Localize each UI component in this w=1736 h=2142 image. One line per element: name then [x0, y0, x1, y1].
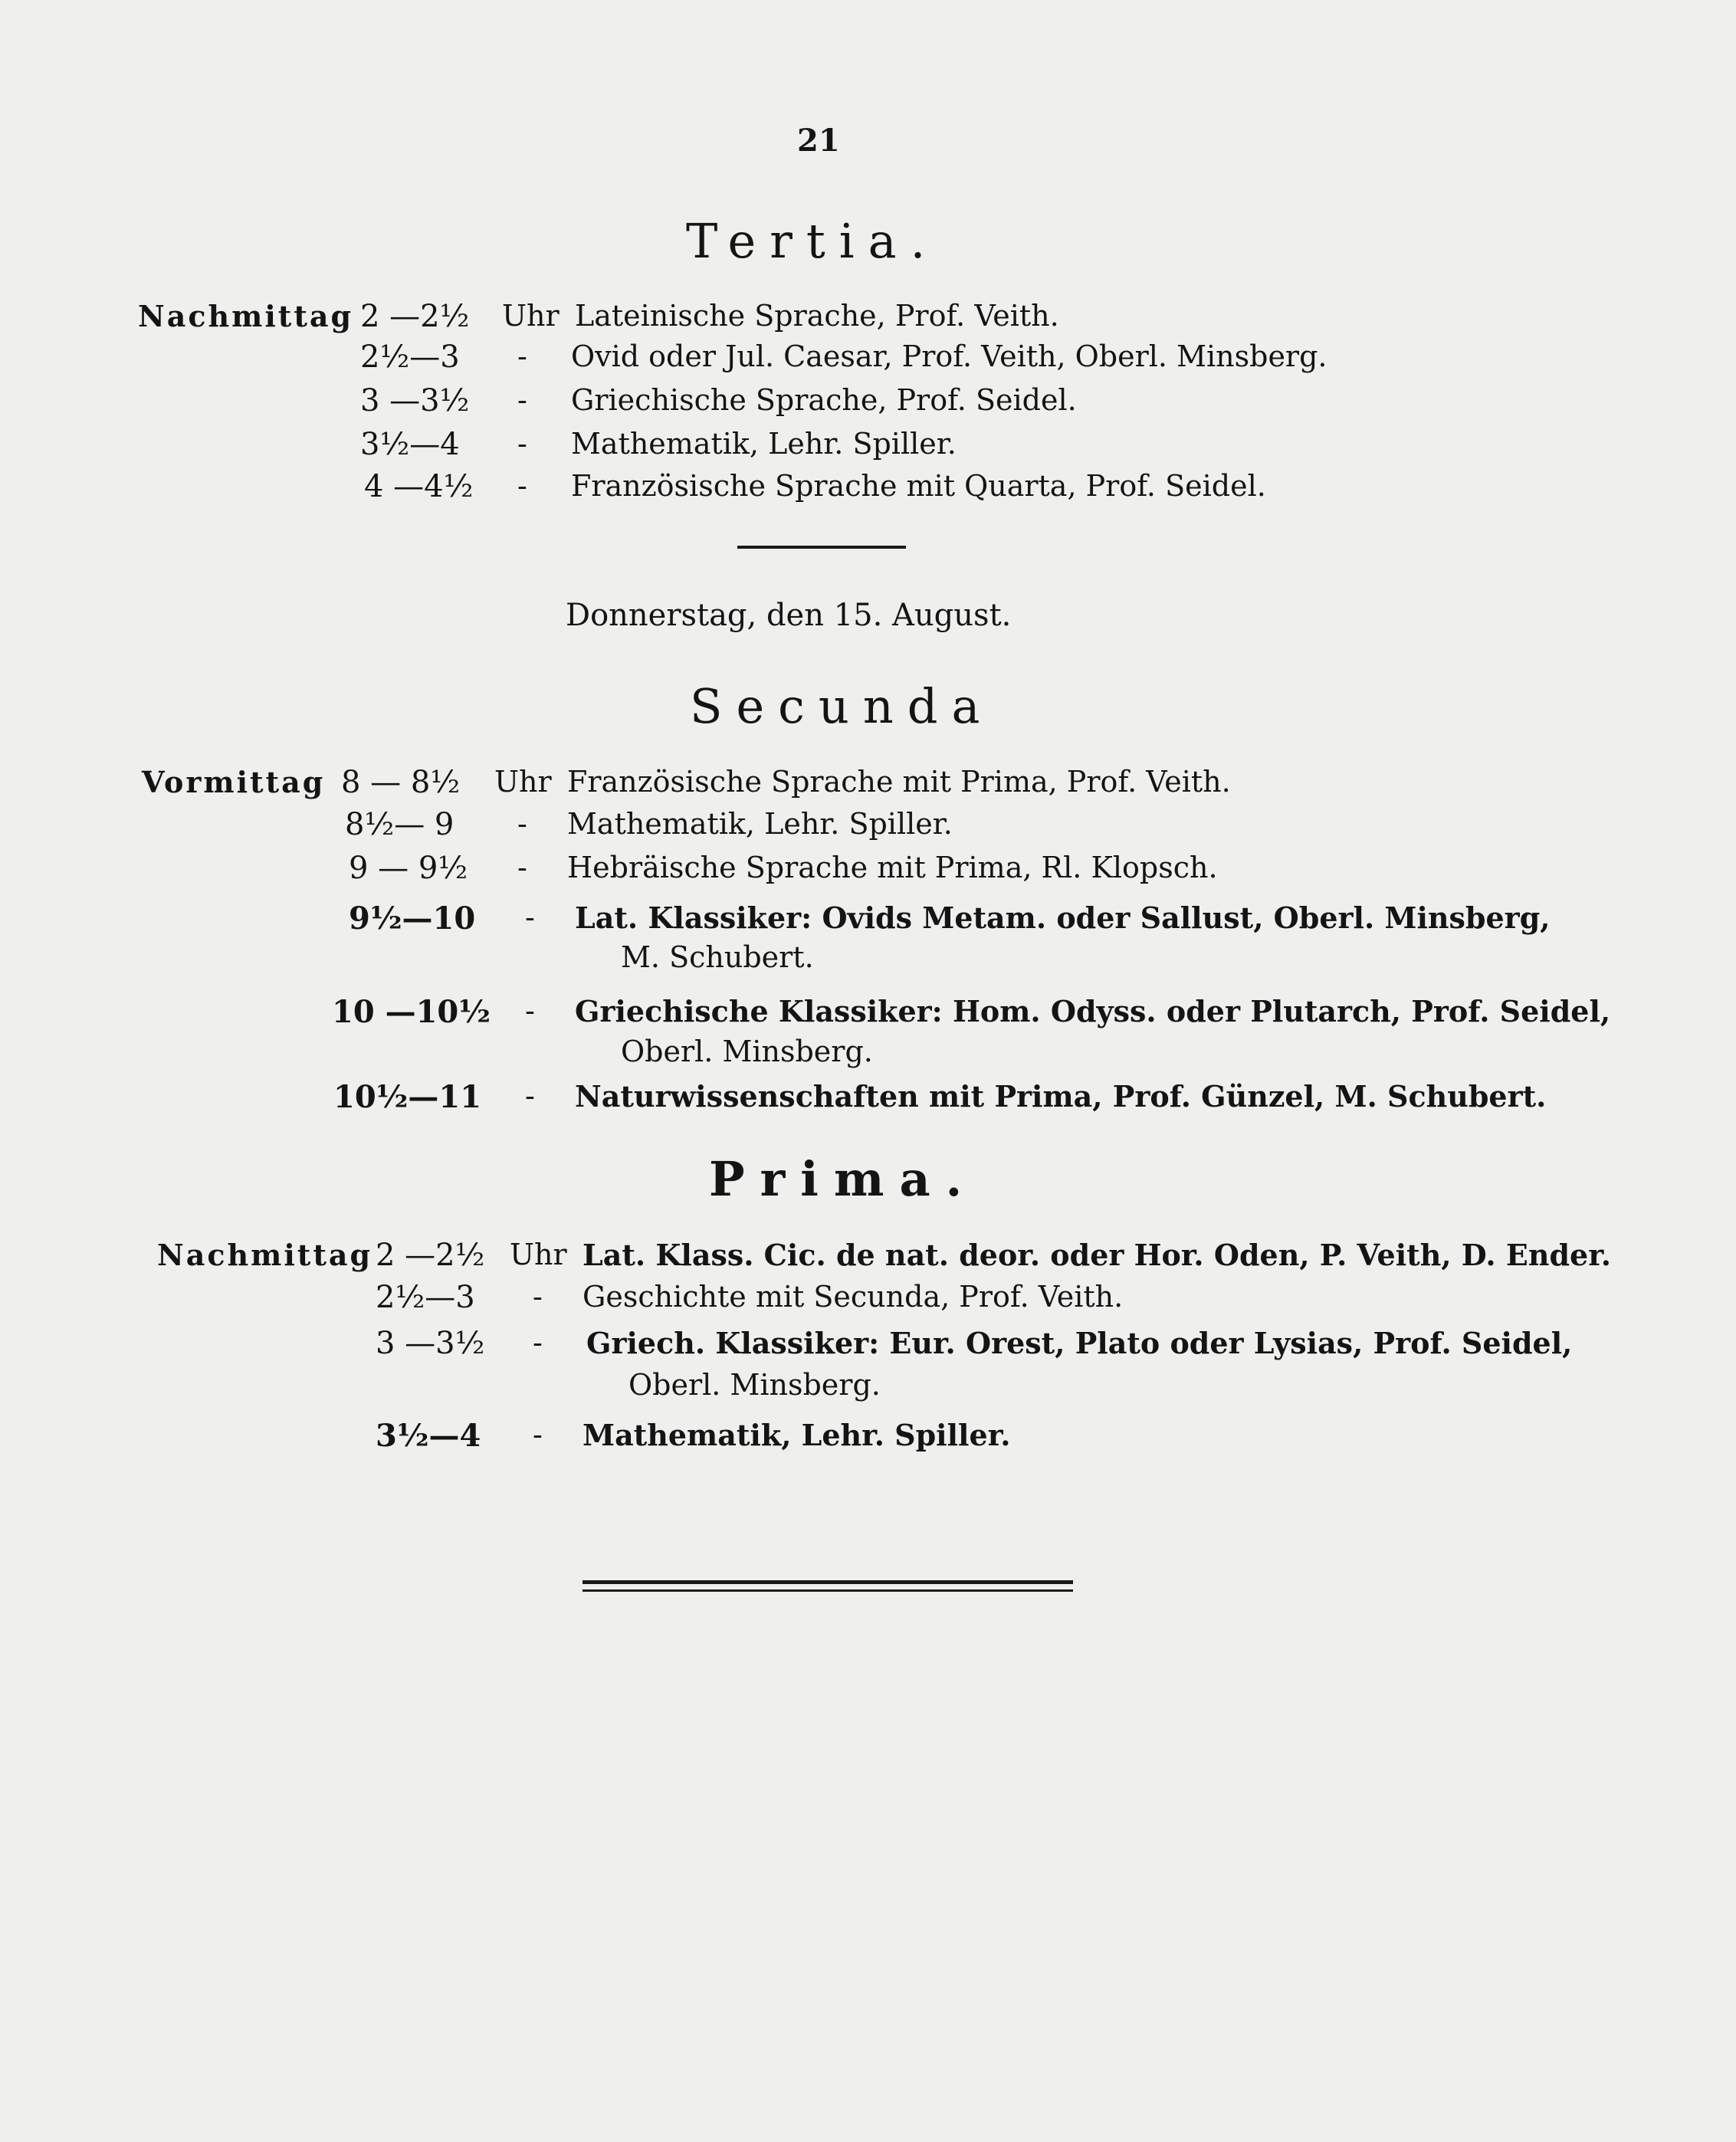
row-subject: Lat. Klassiker: Ovids Metam. oder Sallust, Oberl. Minsberg, [575, 900, 1551, 935]
row-subject-continuation: Oberl. Minsberg. [621, 1035, 873, 1068]
page-number: 21 [797, 123, 840, 159]
row-subject: Lateinische Sprache, Prof. Veith. [575, 299, 1059, 333]
row-time: 2½—3 [376, 1280, 475, 1315]
row-label: Nachmittag [138, 299, 354, 333]
section-divider [737, 546, 906, 549]
row-subject: Mathematik, Lehr. Spiller. [567, 807, 953, 841]
row-subject: Griechische Klassiker: Hom. Odyss. oder Plutarch, Prof. Seidel, [575, 994, 1611, 1028]
row-subject: Griech. Klassiker: Eur. Orest, Plato oder Lysias, Prof. Seidel, [586, 1326, 1573, 1360]
row-unit: - [525, 900, 535, 934]
row-unit: - [517, 851, 527, 884]
row-unit: Uhr [510, 1238, 567, 1271]
row-subject-continuation: Oberl. Minsberg. [628, 1368, 881, 1402]
row-time: 2½—3 [360, 340, 460, 375]
row-time: 4 —4½ [364, 469, 474, 504]
end-rule-thick [582, 1580, 1073, 1584]
row-time: 10½—11 [333, 1079, 482, 1115]
row-subject: Geschichte mit Secunda, Prof. Veith. [582, 1280, 1124, 1314]
row-label: Nachmittag [157, 1238, 373, 1272]
row-subject: Mathematik, Lehr. Spiller. [582, 1418, 1011, 1452]
section-title-tertia: Tertia. [686, 213, 940, 269]
row-subject: Naturwissenschaften mit Prima, Prof. Günzel, M. Schubert. [575, 1079, 1547, 1114]
row-unit: - [517, 383, 527, 417]
row-time: 2 —2½ [360, 299, 470, 334]
row-unit: - [525, 1079, 535, 1113]
row-subject: Lat. Klass. Cic. de nat. deor. oder Hor. Oden, P. Veith, D. Ender. [582, 1238, 1611, 1272]
date-line: Donnerstag, den 15. August. [566, 598, 1012, 633]
row-unit: - [517, 469, 527, 503]
row-time: 9 — 9½ [349, 851, 468, 886]
row-subject: Mathematik, Lehr. Spiller. [571, 427, 957, 461]
row-subject: Griechische Sprache, Prof. Seidel. [571, 383, 1077, 417]
row-time: 8 — 8½ [341, 765, 461, 800]
row-subject: Französische Sprache mit Prima, Prof. Veith. [567, 765, 1231, 799]
row-unit: Uhr [494, 765, 552, 799]
row-subject: Ovid oder Jul. Caesar, Prof. Veith, Oberl. Minsberg. [571, 340, 1327, 373]
row-time: 3 —3½ [360, 383, 470, 418]
row-time: 3½—4 [360, 427, 460, 462]
row-unit: - [533, 1326, 543, 1360]
row-subject: Französische Sprache mit Quarta, Prof. Seidel. [571, 469, 1266, 503]
row-time: 3 —3½ [376, 1326, 485, 1361]
row-time: 8½— 9 [345, 807, 455, 842]
row-unit: - [525, 994, 535, 1028]
section-title-prima: Prima. [709, 1151, 978, 1207]
row-unit: - [517, 427, 527, 461]
row-unit: Uhr [502, 299, 560, 333]
row-subject-continuation: M. Schubert. [621, 940, 814, 974]
row-time: 2 —2½ [376, 1238, 485, 1273]
row-unit: - [517, 340, 527, 373]
row-subject: Hebräische Sprache mit Prima, Rl. Klopsch. [567, 851, 1218, 884]
section-title-secunda: Secunda [690, 678, 994, 734]
row-time: 9½—10 [349, 900, 476, 937]
end-rule-thin [582, 1589, 1073, 1592]
row-time: 10 —10½ [332, 994, 491, 1030]
row-unit: - [517, 807, 527, 841]
row-unit: - [533, 1418, 543, 1452]
row-unit: - [533, 1280, 543, 1314]
row-label: Vormittag [142, 765, 326, 799]
row-time: 3½—4 [376, 1418, 481, 1454]
